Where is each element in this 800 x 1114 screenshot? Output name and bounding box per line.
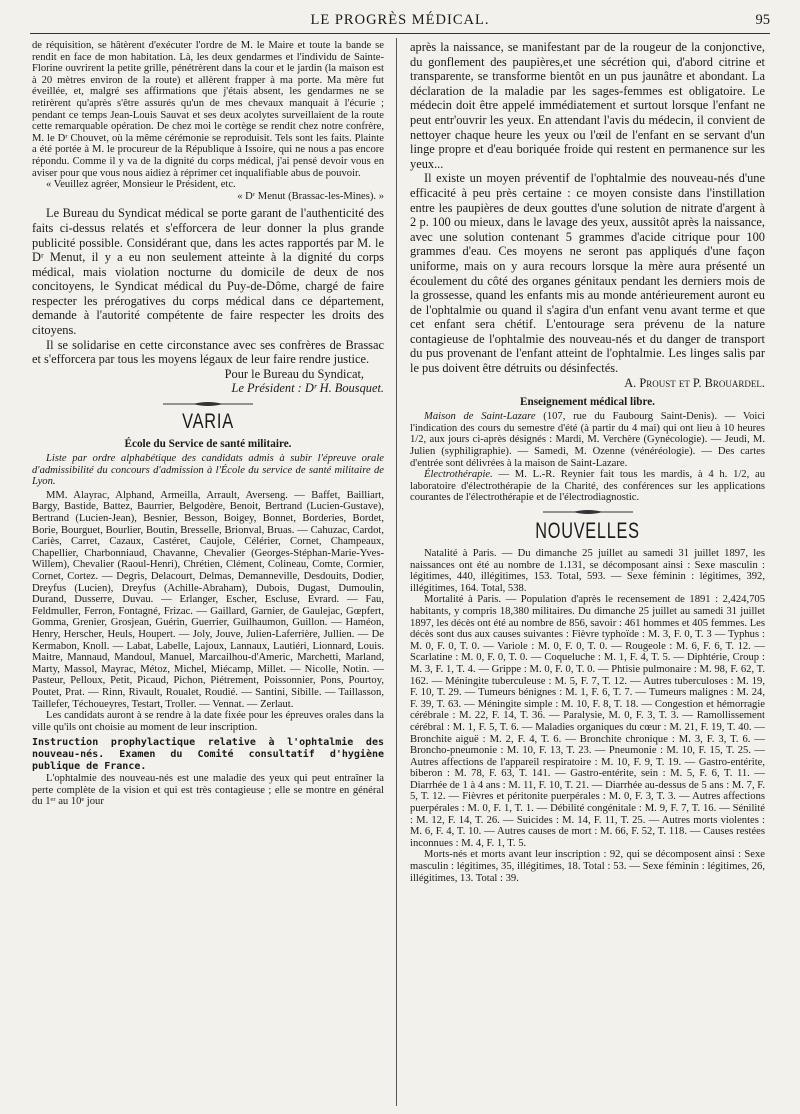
saint-lazare-paragraph xyxy=(410,411,765,469)
ophtalmie-signature: A. Proust et P. Brouardel. xyxy=(624,375,765,390)
journal-title: LE PROGRÈS MÉDICAL. xyxy=(310,12,490,28)
varia-heading: VARIA xyxy=(182,410,234,434)
bureau-paragraph: Il se solidarise en cette circonstance avec ses confrères de Brassac et s'efforcera par tous les moyens légaux de leur faire rendre justice. xyxy=(32,337,384,367)
letter-signature: « Dʳ Menut (Brassac-les-Mines). » xyxy=(237,190,384,202)
electro-heading: Électrothérapie. xyxy=(424,469,493,481)
natalite-paragraph: Natalité à Paris. — Du dimanche 25 juillet au samedi 31 juillet 1897, les naissances ont été au nombre de 1.131, se décomposant ainsi : Sexe masculin : légitimes, 440, illégitimes, 153. Total, 593. — Sexe féminin : légitimes, 392, illégitimes, 164. Total, 538. xyxy=(410,548,765,594)
section-ornament xyxy=(32,400,384,408)
section-ornament xyxy=(410,508,765,516)
ecole-intro: Liste par ordre alphabétique des candidats admis à subir l'épreuve orale d'admissibilité du concours d'admission à l'École du service de santé militaire de Lyon. xyxy=(32,453,384,488)
saint-lazare-text: (107, rue du Faubourg Saint-Denis). — Voici l'indication des cours du semestre d'été (à partir du 4 mai) qui ont lieu à 10 heures 1/2, aux jours ci-après désignés : Mardi, M. Verchère (Gynécologie). — Jeudi, M. Julien (syphiligraphie). — Samedi, M. Ozenne (vénéréologie). — Des cartes d'entrée sont délivrées à la maison de Saint-Lazare. xyxy=(410,411,765,469)
electro-text: — M. L.-R. Reynier fait tous les mardis, à 4 h. 1/2, au laboratoire d'électrothérapie de la Charité, des conférences sur les applications courantes de l'électrothérapie et de l'électrodiagnostic. xyxy=(410,469,765,504)
instruction-heading: Instruction prophylactique relative à l'ophtalmie des nouveau-nés. Examen du Comité consultatif d'hygiène publique de France. xyxy=(32,737,384,773)
candidates-note: Les candidats auront à se rendre à la date fixée pour les épreuves orales dans la ville qu'ils ont choisie au moment de leur inscription. xyxy=(32,710,384,733)
left-column xyxy=(32,40,384,1106)
instruction-paragraph: L'ophtalmie des nouveau-nés est une maladie des yeux qui peut entraîner la perte complète de la vision et qui est très contagieuse ; elle se montre en général du 1ᵉʳ au 10ᵉ jour xyxy=(32,773,384,808)
enseignement-heading: Enseignement médical libre. xyxy=(520,396,655,409)
ecole-heading: École du Service de santé militaire. xyxy=(124,438,292,451)
letter-closing: « Veuillez agréer, Monsieur le Président, etc. xyxy=(46,179,236,191)
morts-nes-paragraph: Morts-nés et morts avant leur inscription : 92, qui se décomposent ainsi : Sexe masculin : légitimes, 35, illégitimes, 18. Total : 53. — Sexe féminin : légitimes, 26, illégitimes, 13. Total : 39. xyxy=(410,849,765,884)
header-rule xyxy=(30,33,770,34)
page-number: 95 xyxy=(755,12,770,28)
page-header xyxy=(30,10,770,32)
ophtalmie-paragraph: après la naissance, se manifestant par de la rougeur de la conjonctive, du gonflement des paupières,et une sécrétion qui, d'abord citrine et transparente, se transforme bientôt en un pus jaunâtre et abondant. La déclaration de la maladie par les sages-femmes est obligatoire. Le médecin doit être appelé immédiatement et surtout lorsque l'enfant ne peut entr'ouvrir les yeux. En attendant l'avis du médecin, il convient de nettoyer chaque heure les yeux ou l'œil de l'enfant en se servant d'un linge propre et d'eau boriquée froide qui restent en permanence sur les yeux... xyxy=(410,40,765,171)
saint-lazare-heading: Maison de Saint-Lazare xyxy=(424,411,536,423)
mortalite-paragraph: Mortalité à Paris. — Population d'après le recensement de 1891 : 2,424,705 habitants, y compris 18,380 militaires. Du dimanche 25 juillet au samedi 31 juillet 1897, les décès ont été au nombre de 856, savoir : 461 hommes et 405 femmes. Les décès sont dus aux causes suivantes : Fièvre typhoïde : M. 3, F. 0, T. 3 — Typhus : M. 0, F. 0, T. 0. — Variole : M. 0, F. 0, T. 0. — Rougeole : M. 6, F. 6, T. 12. — Scarlatine : M. 0, F. 0, T. 0. — Coqueluche : M. 1, F. 4, T. 5. — Diphtérie, Croup : M. 3, F. 1, T. 4. — Grippe : M. 0, F. 0, T. 0. — Phtisie pulmonaire : M. 98, F. 62, T. 162. — Méningite tuberculeuse : M. 5, F. 7, T. 12. — Autres tuberculoses : M. 19, F. 10, T. 29. — Tumeurs bénignes : M. 1, F. 6, T. 7. — Tumeurs malignes : M. 24, F. 39, T. 63. — Méningite simple : M. 10, F. 8, T. 18. — Congestion et hémorragie cérébrale : M. 22, F. 14, T. 36. — Paralysie, M. 0, F. 3, T. 3. — Ramollissement cérébral : M. 1, F. 5, T. 6. — Maladies organiques du cœur : M. 21, F. 19, T. 40. — Bronchite aiguë : M. 2, F. 4, T. 6. — Bronchite chronique : M. 3, F. 3, T. 6. — Broncho-pneumonie : M. 10, F. 13, T. 23. — Pneumonie : M. 10, F. 15, T. 25. — Autres affections de l'appareil respiratoire : M. 10, F. 9, T. 19. — Gastro-entérite, biberon : M. 78, F. 63, T. 141. — Gastro-entérite, sein : M. 5, F. 6, T. 11. — Diarrhée de 1 à 4 ans : M. 11, F. 10, T. 21. — Diarrhée au-dessus de 5 ans : M. 7, F. 5, T. 12. — Fièvres et péritonite puerpérales : M. 0, F. 3, T. 3. — Autres affections puerpérales : M. 0, F. 1, T. 1. — Débilité congénitale : M. 9, F. 7, T. 16. — Sénilité : M. 12, F. 14, T. 26. — Suicides : M. 14, F. 11, T. 25. — Autres morts violentes : M. 6, F. 4, T. 10. — Autres causes de mort : M. 66, F. 52, T. 118. — Causes restées inconnues : M. 4, F. 1, T. 5. xyxy=(410,594,765,849)
bureau-signature-line: Pour le Bureau du Syndicat, xyxy=(224,366,364,381)
electro-paragraph xyxy=(410,469,765,504)
letter-paragraph: de réquisition, se hâtèrent d'exécuter l'ordre de M. le Maire et toute la bande se rendit en face de mon habitation. Là, les deux gendarmes et l'individu de Sainte-Florine ouvrirent la petite grille, pénétrèrent dans la cour et le jardin (la maison est à 20 mètres environ de la route) et allèrent frapper à ma porte. Ma mère fut éveillée, et, malgré ses affirmations que j'étais absent, les gendarmes ne se retirèrent qu'après s'être assurés qu'un de mes chevaux manquait à l'écurie ; pendant ce temps Jean-Louis Sauvat et ses deux acolytes surveillaient de la route cette remarquable opération. De chez moi le cortège se rendit chez notre confrère, M. le Dʳ Chouvet, où la même cérémonie se reproduisit. Tels sont les faits. Plainte a été portée à M. le procureur de la République à Issoire, qui ne nous a pas encore répondu. Comme il y va de la dignité du corps médical, j'ai pensé devoir vous en aviser pour que vous nous aidiez à réprimer cet inqualifiable abus de pouvoir. xyxy=(32,40,384,179)
president-signature: Le Président : Dʳ H. Bousquet. xyxy=(231,381,384,396)
bureau-paragraph: Le Bureau du Syndicat médical se porte garant de l'authenticité des faits ci-dessus relatés et s'efforcera de leur donner la plus grande publicité possible. Considérant que, dans les actes rapportés par M. le Dʳ Menut, il y a eu non seulement atteinte à la dignité du corps médical, mais violation nocturne du domicile de deux de nos concitoyens, le Syndicat médical du Puy-de-Dôme, chargé de faire respecter les prérogatives du corps médical dans ce département, demande à l'autorité compétente de faire respecter les droits des citoyens. xyxy=(32,206,384,338)
ophtalmie-paragraph: Il existe un moyen préventif de l'ophtalmie des nouveau-nés d'une efficacité à peu près certaine : ce moyen consiste dans l'instillation entre les paupières de deux gouttes d'une solution de nitrate d'argent à 2 p. 100 ou mieux, dans le lavage des yeux, aussitôt après la naissance, avec une solution contenant 5 grammes d'acide citrique pour 100 grammes d'eau. Ces moyens ne seront pas appliqués d'une façon uniforme, mais on y aura recours lorsque la mère aura présenté un écoulement du côté des organes génitaux pendant les derniers mois de la grossesse, quand les enfants mis au monde antérieurement auront eu de l'ophtalmie ou quand il s'agira d'un enfant venu avant terme et que cet enfant sera chétif. L'entourage sera prévenu de la nature contagieuse de l'ophtalmie des nouveau-nés et du danger de transport du pus provenant de l'enfant atteint de l'ophtalmie. Les linges salis par le pus doivent être détruits ou désinfectés. xyxy=(410,171,765,376)
nouvelles-heading: NOUVELLES xyxy=(535,518,640,543)
column-divider xyxy=(396,38,397,1106)
candidates-list: MM. Alayrac, Alphand, Armeilla, Arrault, Averseng. — Baffet, Bailliart, Bargy, Bastide, Battez, Baurrier, Belgodère, Benoit, Bertrand (Lucien-Gustave), Bertrand (Lucien-Jean), Besnier, Besson, Boigey, Bonnet, Borderies, Bordet, Borie, Bourguet, Bourlier, Boutin, Bresselle, Brionval, Bruas. — Cahuzac, Cardot, Cariès, Carret, Cazaux, Castéret, Caujole, Célérier, Cornet, Champeaux, Chapellier, Charbonniaud, Chavanne, Chevalier (Georges-Stéphan-Marie-Yves-Willem), Chevalier (Raoul-Henri), Chrétien, Clément, Colineau, Comte, Cormier, Cornet, Cortez. — Degris, Delacourt, Delmas, Demanneville, Desdouits, Dodier, Dreyfus (Lucien), Dreyfus (Achille-Abraham), Dubois, Dugast, Dumoulin, Durand, Dusserre, Duvau. — Erlanger, Escher, Escluse, Evrard. — Fau, Feldmuller, Ferron, Fontagné, Frizac. — Gaillard, Garnier, de Gaulejac, Gœpfert, Gomma, Grenier, Grosjean, Guérin, Guerrier, Guilhaumon, Guillon. — Haméon, Henry, Herscher, Heuls, Houpert. — Joly, Jouve, Julien-Laferrière, Jullien. — De Kermabon, Knoll. — Labat, Labelle, Lajoux, Lannaux, Lautiéri, Lionnard, Louis. Maitre, Mannaud, Mandoul, Manuel, Marcailhou-d'Americ, Marchetti, Marland, Marty, Massol, Mayrac, Métoz, Michel, Miécamp, Millet. — Nicolle, Notin. — Pasteur, Pelloux, Petit, Picaud, Pichon, Piétrement, Poissonnier, Pons, Pourtoy, Poutet, Prat. — Rinn, Rivault, Roualet, Roudié. — Santini, Sibille. — Taillasson, Taillefer, Téchoueyres, Testart, Troller. — Vennat. — Zerlaut. xyxy=(32,489,384,710)
right-column xyxy=(410,40,765,1106)
